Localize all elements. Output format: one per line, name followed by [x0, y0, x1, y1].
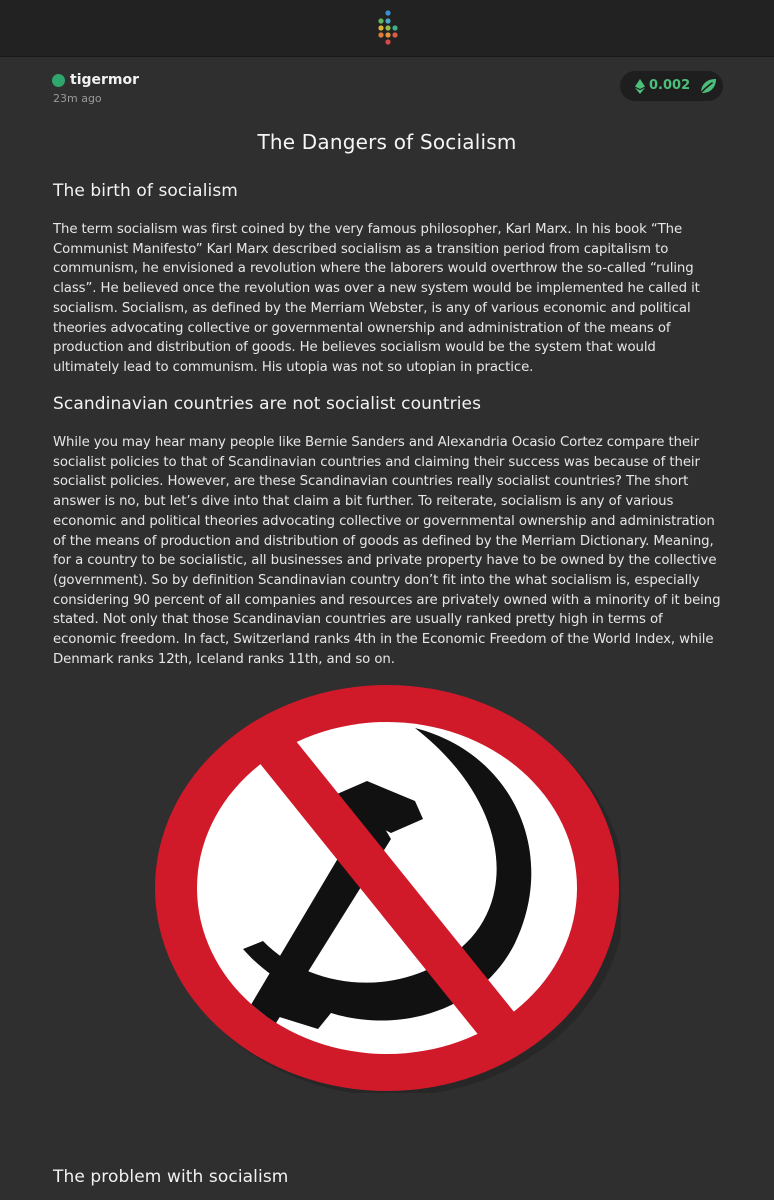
paragraph-scandinavian: While you may hear many people like Bernie Sanders and Alexandria Ocasio Cortez compare their socialist policies to that of Scandinavian countries and claiming their success was because of their socialist policies. However, are these Scandinavian countries really socialist countries? The short answer is no, but let’s dive into that claim a bit further. To reiterate, socialism is any of various economic and political theories advocating collective or governmental ownership and administration of the means of production and distribution of goods as defined by the Merriam Dictionary. Meaning, for a country to be socialistic, all businesses and private property have to be owned by the collective (government). So by definition Scandinavian country don’t fit into the what socialism is, especially considering 90 percent of all companies and resources are privately owned with a minority of it being stated. Not only that those Scandinavian countries are usually ranked pretty high in terms of economic freedom. In fact, Switzerland ranks 4th in the Economic Freedom of the World Index, while Denmark ranks 12th, Iceland ranks 11th, and so on. [53, 435, 721, 667]
post-title: The Dangers of Socialism [257, 130, 517, 154]
top-bar [0, 0, 774, 57]
author-name[interactable]: tigermor [70, 72, 140, 88]
paragraph-birth: The term socialism was first coined by the very famous philosopher, Karl Marx. In his book “The Communist Manifesto” Karl Marx described socialism as a transition period from capitalism to communism, he envisioned a revolution where the laborers would overthrow the so-called “ruling class”. He believed once the revolution was over a new system would be implemented he called it socialism. Socialism, as defined by the Merriam Webster, is any of various economic and political theories advocating collective or governmental ownership and administration of the means of production and distribution of goods. He believes socialism would be the system that would ultimately lead to communism. His utopia was not so utopian in practice. [53, 222, 700, 375]
post-timestamp: 23m ago [53, 92, 102, 105]
no-hammer-and-sickle-icon [153, 683, 621, 1093]
section-heading-birth: The birth of socialism [53, 181, 238, 201]
online-status-icon [52, 74, 65, 87]
reward-badge[interactable] [620, 71, 723, 101]
reward-value: 0.002 [649, 78, 691, 93]
dot-grid-logo-icon[interactable] [376, 9, 400, 47]
section-heading-scandinavian: Scandinavian countries are not socialist countries [53, 394, 482, 414]
ethereum-icon [635, 79, 645, 94]
leaf-icon [699, 78, 717, 95]
section-heading-problem: The problem with socialism [53, 1167, 289, 1187]
